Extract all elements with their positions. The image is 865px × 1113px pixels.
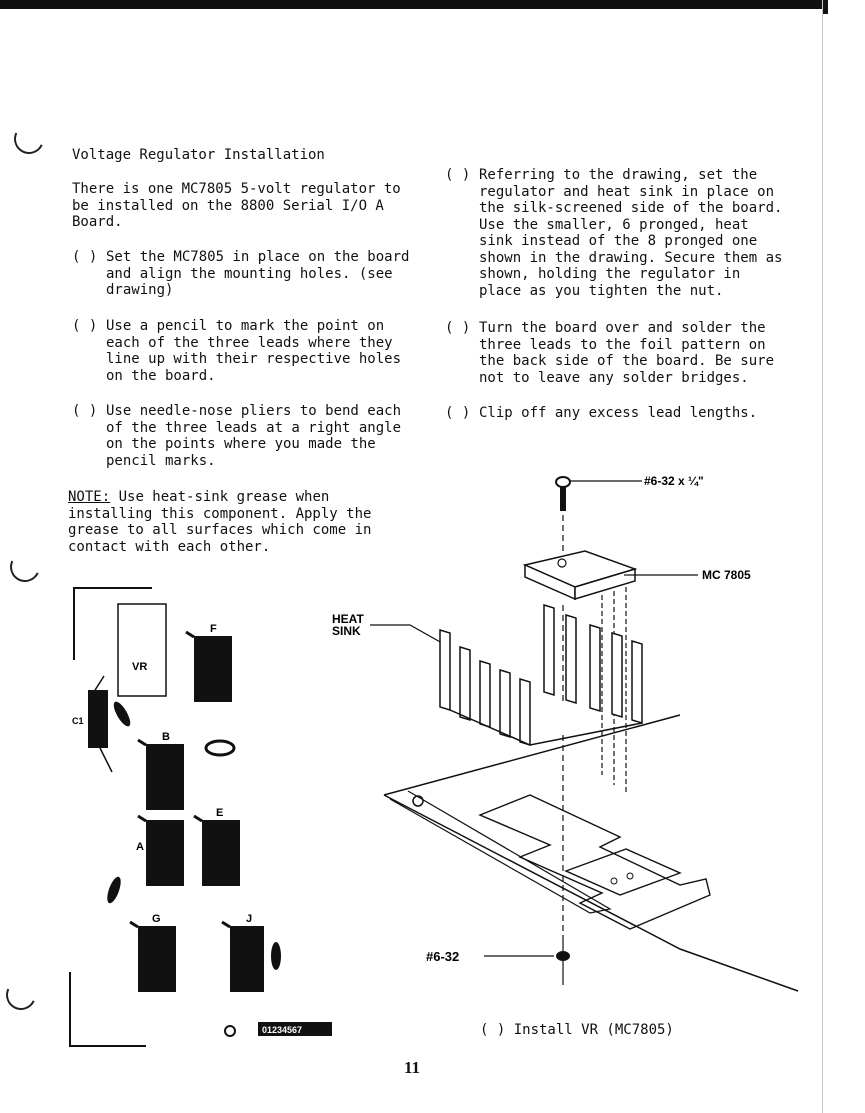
- note-paragraph: [68, 489, 388, 555]
- step-checkbox[interactable]: ( ): [72, 318, 98, 334]
- component-mark: [271, 942, 281, 970]
- crystal-mark: [206, 741, 234, 755]
- step-checkbox[interactable]: ( ): [445, 320, 471, 336]
- chip-b: [146, 744, 184, 810]
- note-label: NOTE:: [68, 489, 111, 505]
- chip-b-label: B: [162, 731, 170, 743]
- step-checkbox[interactable]: ( ): [445, 167, 471, 183]
- regulator-mounting-drawing: [332, 465, 800, 990]
- step-text: Use a pencil to mark the point on each of the three leads where they line up with their respective holes on the board.: [106, 318, 402, 384]
- step-item: [445, 320, 790, 386]
- chip-a-label: A: [136, 841, 144, 853]
- step-text: Turn the board over and solder the three leads to the foil pattern on the back side of the board. Be sure not to leave any solder bridges.: [479, 320, 775, 386]
- binder-hole-mark: [10, 120, 48, 158]
- board-layout-diagram: [60, 580, 350, 1060]
- intro-paragraph: There is one MC7805 5-volt regulator to be installed on the 8800 Serial I/O A Board.: [72, 181, 401, 230]
- chip-j-label: J: [246, 913, 253, 925]
- section-title: Voltage Regulator Installation: [72, 147, 325, 163]
- ruler-digits: 01234567: [262, 1025, 303, 1035]
- step-text: Referring to the drawing, set the regulator and heat sink in place on the silk-screened side of the board. Use the smaller, 6 pronged, heat sink instead of the 8 pronged one shown in the drawing. Secure them as shown, holding the regulator in place as you tighten the nut.: [479, 167, 783, 299]
- chip-e: [202, 820, 240, 886]
- nut: [556, 951, 570, 961]
- step-text: Set the MC7805 in place on the board and align the mounting holes. (see drawing): [106, 249, 410, 298]
- screw-shaft: [560, 487, 566, 511]
- step-item: [445, 405, 790, 422]
- step-item: [72, 318, 417, 384]
- note-text: Use heat-sink grease when installing this component. Apply the grease to all surfaces which come in contact with each other.: [68, 489, 372, 555]
- heat-sink-label-1: HEAT: [332, 612, 364, 626]
- step-checkbox[interactable]: ( ): [72, 403, 98, 419]
- screw-label: #6-32 x ¼": [644, 474, 704, 488]
- heat-sink: [440, 605, 642, 745]
- corner-bracket-top: [74, 588, 152, 660]
- regulator-label: MC 7805: [702, 568, 751, 582]
- heat-sink-label-2: SINK: [332, 624, 361, 638]
- registration-circle: [225, 1026, 235, 1036]
- foil-pattern: [480, 795, 710, 929]
- step-item: [72, 249, 422, 299]
- step-item: [445, 167, 790, 299]
- binder-hole-mark: [6, 548, 44, 586]
- step-item: [72, 403, 417, 469]
- page-number: 11: [404, 1058, 421, 1077]
- step-checkbox[interactable]: ( ): [72, 249, 98, 265]
- vr-outline: [118, 604, 166, 696]
- c1-label: C1: [72, 716, 84, 726]
- top-rule: [0, 0, 822, 9]
- diode-mark: [111, 699, 134, 728]
- screw-head: [556, 477, 570, 487]
- capacitor-c1: [88, 690, 108, 748]
- chip-g-label: G: [152, 913, 161, 925]
- step-text: Clip off any excess lead lengths.: [479, 405, 758, 421]
- step-checkbox[interactable]: ( ): [445, 405, 471, 421]
- component-mark: [105, 875, 124, 905]
- chip-f-label: F: [210, 623, 217, 635]
- vr-label: VR: [132, 661, 148, 673]
- binder-hole-mark: [2, 976, 40, 1014]
- chip-j: [230, 926, 264, 992]
- figure-caption: ( ) Install VR (MC7805): [480, 1022, 674, 1038]
- nut-label: #6-32: [426, 949, 460, 964]
- chip-a: [146, 820, 184, 886]
- step-text: Use needle-nose pliers to bend each of the three leads at a right angle on the points where you made the pencil marks.: [106, 403, 402, 469]
- chip-g: [138, 926, 176, 992]
- chip-f: [194, 636, 232, 702]
- chip-e-label: E: [216, 807, 224, 819]
- corner-bracket-bottom: [70, 972, 146, 1046]
- page-edge: [822, 0, 823, 1113]
